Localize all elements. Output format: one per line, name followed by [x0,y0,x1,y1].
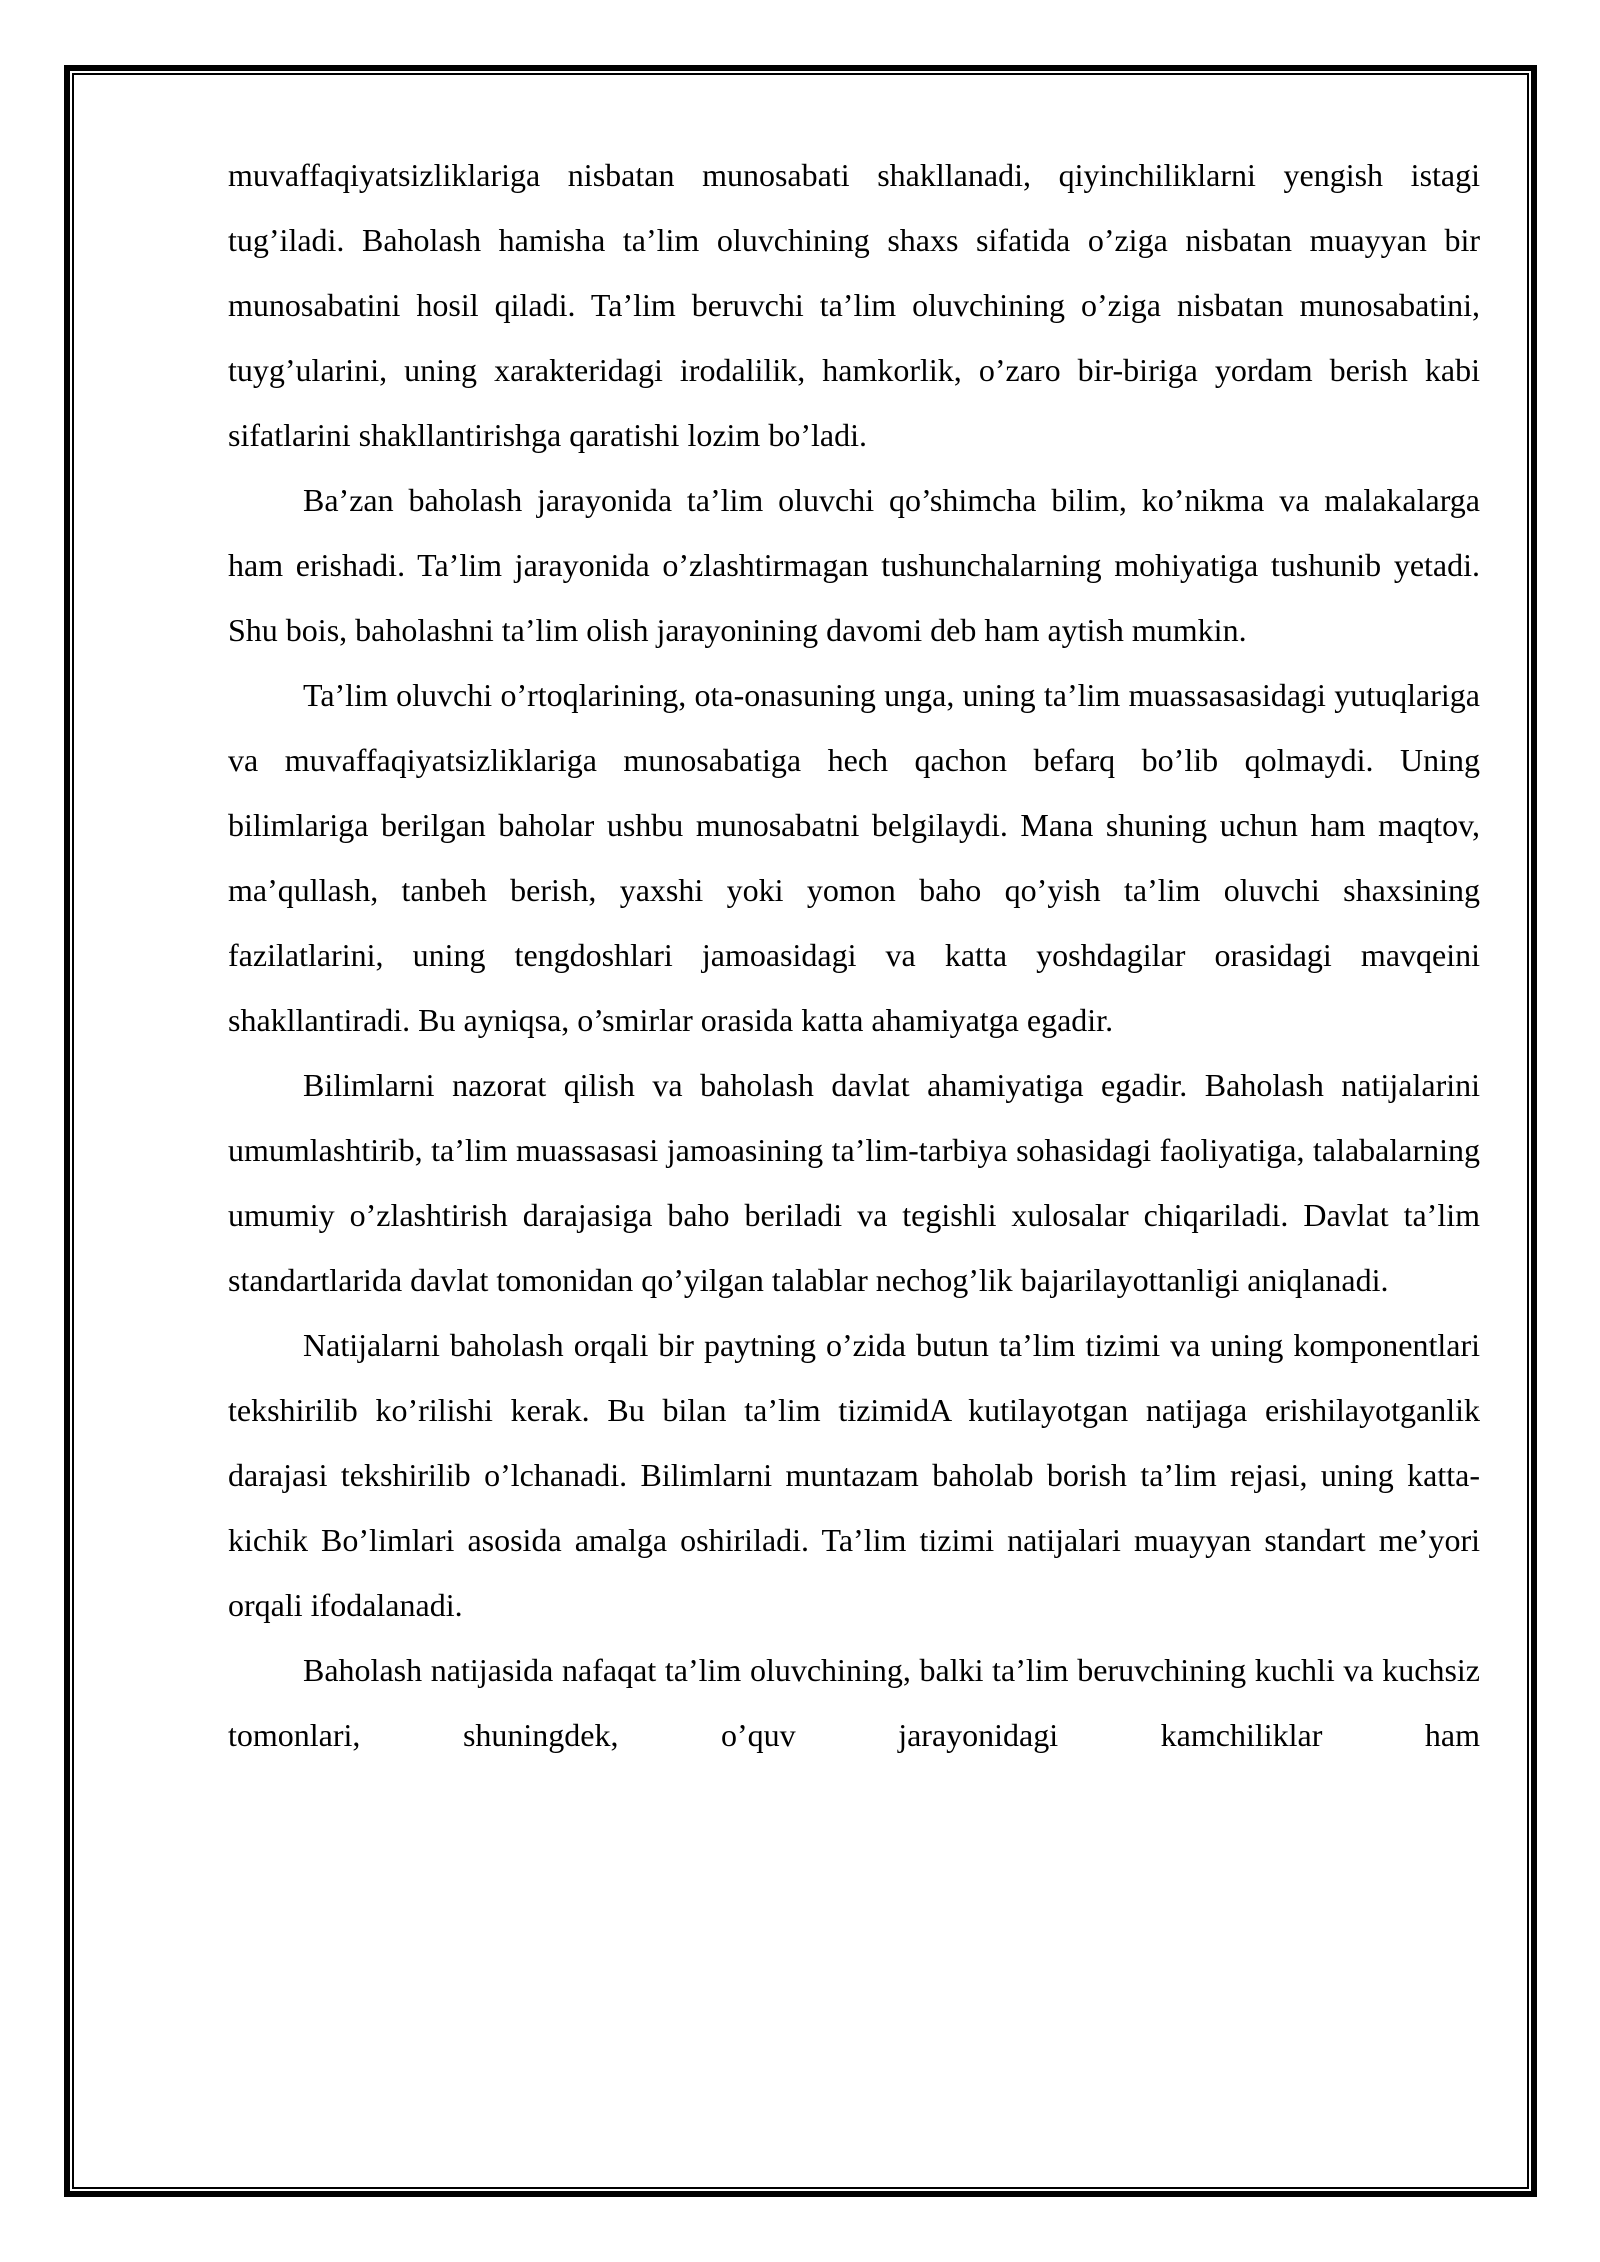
paragraph-continuation: muvaffaqiyatsizliklariga nisbatan munosabati shakllanadi, qiyinchiliklarni yengish istagi tug’iladi. Baholash hamisha ta’lim oluvchining shaxs sifatida o’ziga nisbatan muayyan bir munosabatini hosil qiladi. Ta’lim beruvchi ta’lim oluvchining o’ziga nisbatan munosabatini, tuyg’ularini, uning xarakteridagi irodalilik, hamkorlik, o’zaro bir-biriga yordam berish kabi sifatlarini shakllantirishga qaratishi lozim bo’ladi. [228,157,1480,453]
paragraph: Bilimlarni nazorat qilish va baholash davlat ahamiyatiga egadir. Baholash natijalarini umumlashtirib, ta’lim muassasasi jamoasining ta’lim-tarbiya sohasidagi faoliyatiga, talabalarning umumiy o’zlashtirish darajasiga baho beriladi va tegishli xulosalar chiqariladi. Davlat ta’lim standartlarida davlat tomonidan qo’yilgan talablar nechog’lik bajarilayottanligi aniqlanadi. [228,1067,1480,1298]
paragraph: Ba’zan baholash jarayonida ta’lim oluvchi qo’shimcha bilim, ko’nikma va malakalarga ham erishadi. Ta’lim jarayonida o’zlashtirmagan tushunchalarning mohiyatiga tushunib yetadi. Shu bois, baholashni ta’lim olish jarayonining davomi deb ham aytish mumkin. [228,482,1480,648]
paragraph: Ta’lim oluvchi o’rtoqlarining, ota-onasuning unga, uning ta’lim muassasasidagi yutuqlariga va muvaffaqiyatsizliklariga munosabatiga hech qachon befarq bo’lib qolmaydi. Uning bilimlariga berilgan baholar ushbu munosabatni belgilaydi. Mana shuning uchun ham maqtov, ma’qullash, tanbeh berish, yaxshi yoki yomon baho qo’yish ta’lim oluvchi shaxsining fazilatlarini, uning tengdoshlari jamoasidagi va katta yoshdagilar orasidagi mavqeini shakllantiradi. Bu ayniqsa, o’smirlar orasida katta ahamiyatga egadir. [228,677,1480,1038]
text-body [228,143,1480,1768]
paragraph: Natijalarni baholash orqali bir paytning o’zida butun ta’lim tizimi va uning komponentlari tekshirilib ko’rilishi kerak. Bu bilan ta’lim tizimidA kutilayotgan natijaga erishilayotganlik darajasi tekshirilib o’lchanadi. Bilimlarni muntazam baholab borish ta’lim rejasi, uning katta-kichik Bo’limlari asosida amalga oshiriladi. Ta’lim tizimi natijalari muayyan standart me’yori orqali ifodalanadi. [228,1327,1480,1623]
paragraph: Baholash natijasida nafaqat ta’lim oluvchining, balki ta’lim beruvchining kuchli va kuchsiz tomonlari, shuningdek, o’quv jarayonidagi kamchiliklar ham [228,1652,1480,1753]
